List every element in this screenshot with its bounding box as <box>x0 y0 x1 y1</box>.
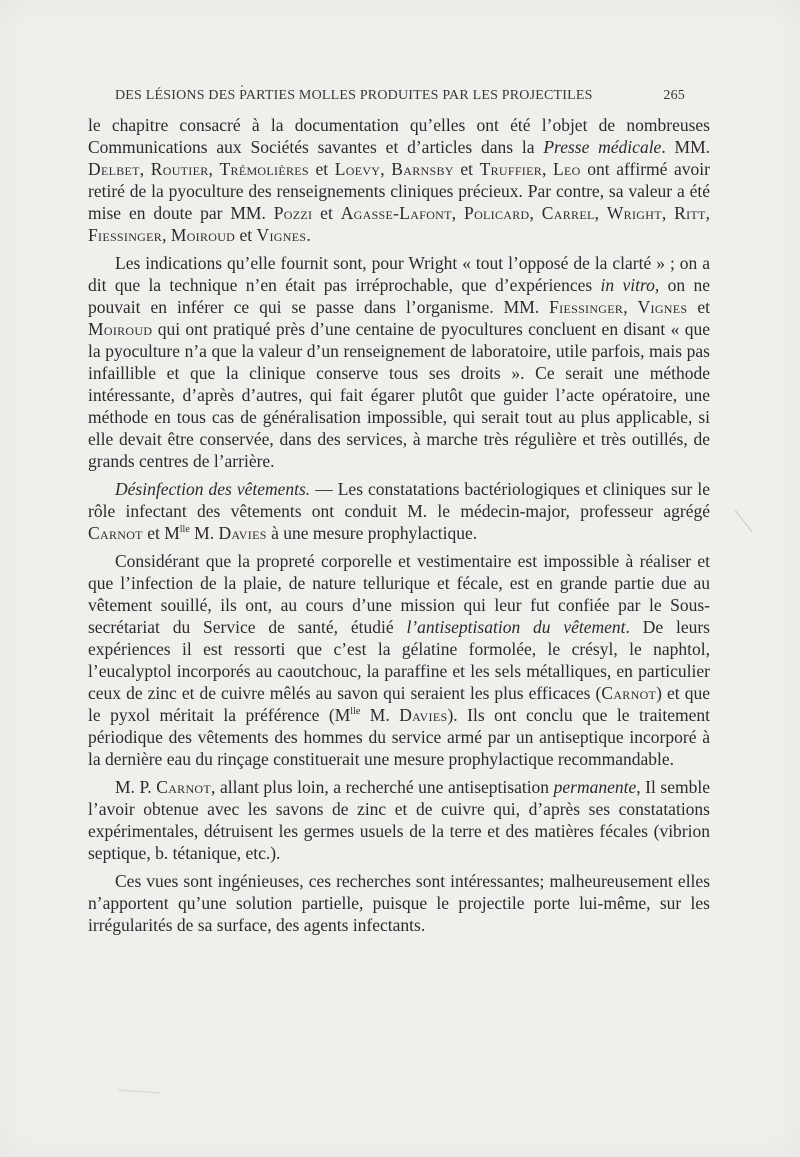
text-run: , <box>623 297 638 317</box>
author-name: Moiroud <box>170 225 236 245</box>
body-text <box>88 114 710 942</box>
text-run: . MM. <box>661 137 711 157</box>
author-name: Barnsby <box>391 159 454 179</box>
text-run: , <box>594 203 607 223</box>
author-name: Delbet <box>88 159 140 179</box>
text-run: le chapitre consacré à la documentation qu’elles ont été l’objet de nombreuses Communications aux Sociétés savantes et d’articles dans la <box>88 115 710 157</box>
text-run: , allant plus loin, a recherché une antiseptisation <box>211 777 554 797</box>
author-name: Carrel <box>541 203 595 223</box>
text-run: ). Ils ont conclu que le traitement périodique des vêtements des hommes du service armé par un antiseptique incorporé à la dernière eau du rinçage constituerait une mesure prophylactique recommandable. <box>88 705 710 769</box>
author-name: Moiroud <box>88 319 153 339</box>
text-run: , <box>451 203 465 223</box>
text-run: et <box>235 225 257 245</box>
text-run: ont affirmé avoir retiré de la pyoculture des renseignements cliniques précieux. Par contre, sa valeur a été mise en doute par MM. <box>88 159 710 223</box>
running-head-title: DES LÉSIONS DES PARTIES MOLLES PRODUITES PAR LES PROJECTILES <box>115 88 593 103</box>
text-run: M. <box>360 705 400 725</box>
author-name: Davies <box>218 523 267 543</box>
author-name: Carnot <box>88 523 143 543</box>
author-name: Routier <box>150 159 209 179</box>
text-run: , <box>529 203 542 223</box>
paragraph-4 <box>88 550 710 770</box>
page-number: 265 <box>663 88 685 103</box>
text-run: M. P. <box>115 777 157 797</box>
text-run: et <box>308 159 335 179</box>
author-name: Ritt <box>674 203 706 223</box>
text-run: ) et que le pyxol méritait la préférence (M <box>88 683 710 725</box>
italic-text: in vitro, <box>600 275 660 295</box>
text-run: , <box>705 203 711 223</box>
author-name: Leo <box>553 159 581 179</box>
text-run: qui ont pratiqué près d’une centaine de pyocultures concluent en disant « que la pyoculture n’a que la valeur d’un renseignement de laboratoire, utile parfois, mais pas infaillible et que la clinique conserve tous ses droits ». Ce serait une méthode intéressante, d’après d’autres, qui fait égarer plutôt que guider l’acte opératoire, une méthode en tous cas de généralisation impossible, qui serait tout au plus applicable, si elle devait être conservée, dans des services, à marche très régulière et très outillés, de grands centres de l’arrière. <box>88 319 710 471</box>
author-name: Fiessinger <box>88 225 163 245</box>
paragraph-6 <box>88 870 710 936</box>
text-run: , <box>162 225 171 245</box>
text-run: . De leurs expériences il est ressorti que c’est la gélatine formolée, le crésyl, le naphtol, l’eucalyptol incorporés au caoutchouc, la paraffine et les sels métalliques, en particulier ceux de zinc et de cuivre mêlés au savon qui seraient les plus efficaces ( <box>88 617 710 703</box>
text-run: et <box>453 159 480 179</box>
text-run: , <box>208 159 220 179</box>
text-run: on ne pouvait en inférer ce qui se passe dans l’organisme. MM. <box>88 275 710 317</box>
author-name: Agasse-Lafont <box>340 203 452 223</box>
author-name: Pozzi <box>273 203 313 223</box>
running-head <box>115 88 685 104</box>
paragraph-1 <box>88 114 710 246</box>
text-run: — Les constatations bactériologiques et cliniques sur le rôle infectant des vêtements ont conduit M. le médecin-major, professeur agrégé <box>88 479 710 521</box>
text-run: , <box>661 203 675 223</box>
author-name: Fiessinger <box>549 297 624 317</box>
text-run: M. <box>189 523 219 543</box>
author-name: Davies <box>399 705 448 725</box>
text-run: Considérant que la propreté corporelle et vestimentaire est impossible à réaliser et que l’infection de la plaie, de nature tellurique et fécale, est en grande partie due au vêtement souillé, ils ont, au cours d’une mission qui leur fut confiée par le Sous-secrétariat du Service de santé, étudié <box>88 551 710 637</box>
author-name: Truffier <box>479 159 543 179</box>
author-name: Carnot <box>601 683 657 703</box>
author-name: Loevy <box>334 159 381 179</box>
text-run: et <box>687 297 710 317</box>
italic-text: permanente <box>553 777 637 797</box>
text-run: , <box>139 159 151 179</box>
text-run: . <box>306 225 311 245</box>
italic-text: Presse médicale <box>543 137 662 157</box>
text-run: et M <box>142 523 180 543</box>
text-run: , <box>380 159 392 179</box>
author-name: Vignes <box>256 225 307 245</box>
italic-text: l’antiseptisation du vêtement <box>406 617 626 637</box>
italic-text: Désinfection des vêtements. <box>115 479 311 499</box>
text-run: Les indications qu’elle fournit sont, pour Wright « tout l’opposé de la clarté » ; on a dit que la technique n’en était pas irréprochable, que d’expériences <box>88 253 710 295</box>
text-run: à une mesure prophylactique. <box>266 523 478 543</box>
author-name: Wright <box>606 203 662 223</box>
text-run: , <box>542 159 554 179</box>
superscript: lle <box>350 706 361 717</box>
text-run: , Il semble l’avoir obtenue avec les savons de zinc et de cuivre qui, d’après ses constatations expérimentales, détruisent les germes usuels de la terre et des matières fécales (vibrion septique, b. tétanique, etc.). <box>88 777 710 863</box>
paragraph-2 <box>88 252 710 472</box>
paragraph-3 <box>88 478 710 544</box>
author-name: Trémolières <box>219 159 309 179</box>
paragraph-5 <box>88 776 710 864</box>
author-name: Carnot <box>156 777 212 797</box>
text-run: Ces vues sont ingénieuses, ces recherches sont intéressantes; malheureusement elles n’apportent qu’une solution partielle, puisque le projectile porte lui-même, sur les irrégularités de sa surface, des agents infectants. <box>88 871 710 935</box>
author-name: Vignes <box>637 297 688 317</box>
superscript: lle <box>179 524 190 535</box>
author-name: Policard <box>464 203 530 223</box>
text-run: et <box>312 203 341 223</box>
